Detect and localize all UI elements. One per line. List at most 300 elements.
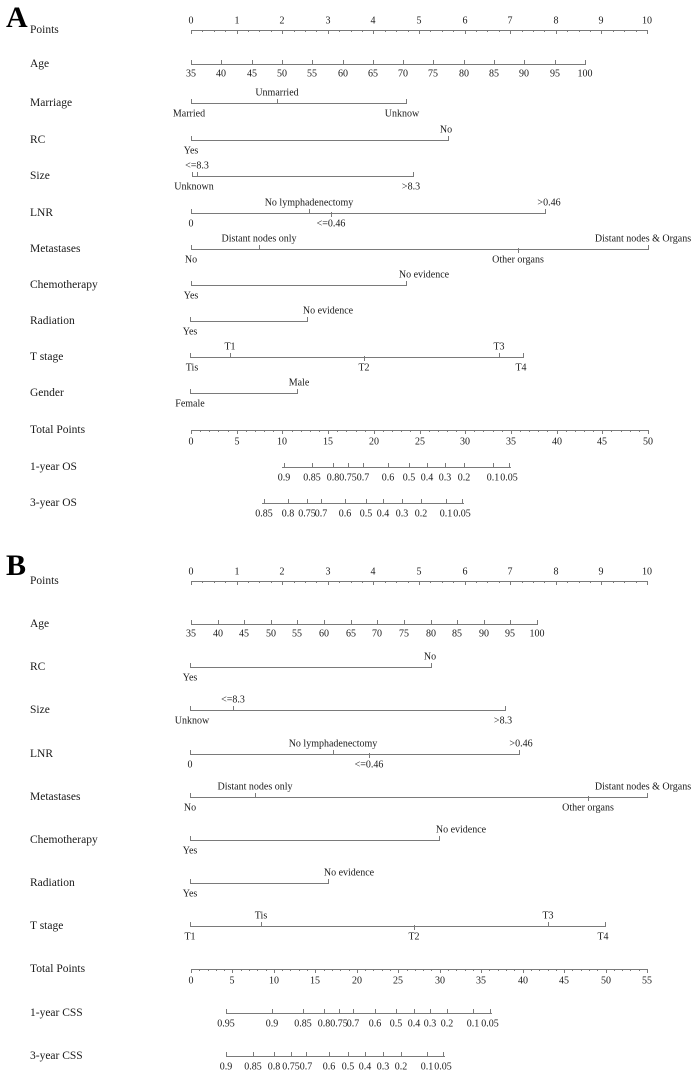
minor-tick-points	[305, 30, 306, 32]
minor-tick-total-points	[415, 969, 416, 971]
mark-label-1-year-os-0-8: 0.8	[326, 472, 340, 484]
mark-tick-1-year-os	[409, 463, 410, 467]
major-tick-total-points	[191, 969, 192, 973]
axis-endcap-left-lnr	[190, 750, 191, 754]
mark-label-3-year-os-0-85: 0.85	[255, 508, 273, 520]
minor-tick-total-points	[493, 430, 494, 432]
mark-tick-1-year-css	[324, 1009, 325, 1013]
mark-tick-3-year-css	[291, 1052, 292, 1056]
mark-tick-t-stage	[261, 922, 262, 927]
minor-tick-points	[533, 581, 534, 583]
minor-tick-total-points	[266, 969, 267, 971]
minor-tick-total-points	[349, 969, 350, 971]
major-tick-points	[328, 30, 329, 34]
axis-line-rc	[191, 140, 449, 141]
mark-label-metastases-other-organs: Other organs	[562, 802, 614, 814]
minor-tick-total-points	[621, 430, 622, 432]
major-tick-points	[282, 30, 283, 34]
minor-tick-points	[442, 30, 443, 32]
tick-label-points-4: 4	[370, 566, 376, 578]
mark-label-3-year-css-0-05: 0.05	[434, 1061, 452, 1073]
axis-endcap-right-t-stage	[523, 353, 524, 357]
mark-tick-1-year-css	[490, 1009, 491, 1013]
tick-label-total-points-20: 20	[369, 436, 379, 448]
mark-tick-1-year-os	[312, 463, 313, 467]
minor-tick-total-points	[216, 969, 217, 971]
mark-tick-3-year-os	[307, 499, 308, 503]
mark-label-lnr-0-46: >0.46	[537, 197, 561, 209]
minor-tick-total-points	[373, 969, 374, 971]
major-tick-age	[252, 60, 253, 64]
tick-label-total-points-35: 35	[476, 975, 486, 987]
tick-label-total-points-30: 30	[435, 975, 445, 987]
mark-label-1-year-os-0-1: 0.1	[486, 472, 500, 484]
mark-label-1-year-os-0-75: 0.75	[339, 472, 357, 484]
minor-tick-points	[385, 30, 386, 32]
axis-endcap-right-gender	[297, 389, 298, 393]
minor-tick-points	[259, 581, 260, 583]
major-tick-points	[465, 30, 466, 34]
axis-line-age	[191, 64, 586, 65]
tick-label-points-10: 10	[642, 566, 652, 578]
mark-label-3-year-css-0-7: 0.7	[299, 1061, 313, 1073]
mark-tick-1-year-css	[303, 1009, 304, 1013]
major-tick-total-points	[648, 430, 649, 434]
axis-endcap-right-lnr	[545, 209, 546, 213]
major-tick-points	[282, 581, 283, 585]
minor-tick-total-points	[199, 969, 200, 971]
tick-label-points-5: 5	[416, 566, 422, 578]
major-tick-total-points	[523, 969, 524, 973]
mark-tick-1-year-css	[473, 1009, 474, 1013]
major-tick-points	[510, 30, 511, 34]
axis-line-3-year-css	[226, 1056, 445, 1057]
minor-tick-total-points	[307, 969, 308, 971]
minor-tick-points	[579, 581, 580, 583]
mark-label-3-year-os-0-8: 0.8	[281, 508, 295, 520]
minor-tick-total-points	[390, 969, 391, 971]
minor-tick-points	[522, 581, 523, 583]
mark-label-chemotherapy-no-evidence: No evidence	[398, 269, 450, 281]
minor-tick-points	[351, 581, 352, 583]
minor-tick-total-points	[255, 430, 256, 432]
mark-tick-1-year-os	[333, 463, 334, 467]
tick-label-total-points-0: 0	[188, 975, 194, 987]
tick-label-total-points-25: 25	[415, 436, 425, 448]
tick-label-age-75: 75	[399, 628, 409, 640]
minor-tick-points	[579, 30, 580, 32]
minor-tick-points	[522, 30, 523, 32]
minor-tick-total-points	[639, 969, 640, 971]
row-label-gender: Gender	[30, 387, 64, 399]
mark-tick-1-year-os	[509, 463, 510, 467]
major-tick-age	[312, 60, 313, 64]
mark-tick-1-year-css	[353, 1009, 354, 1013]
mark-tick-metastases	[588, 796, 589, 801]
minor-tick-total-points	[489, 969, 490, 971]
axis-line-size	[190, 710, 506, 711]
major-tick-age	[464, 60, 465, 64]
mark-label-lnr-0-46: <=0.46	[316, 218, 346, 230]
major-tick-points	[373, 581, 374, 585]
axis-line-gender	[190, 393, 298, 394]
minor-tick-points	[624, 30, 625, 32]
tick-label-age-65: 65	[368, 68, 378, 80]
axis-endcap-left-t-stage	[190, 922, 191, 926]
minor-tick-total-points	[502, 430, 503, 432]
minor-tick-total-points	[581, 969, 582, 971]
major-tick-age	[343, 60, 344, 64]
axis-endcap-left-metastases	[191, 245, 192, 249]
minor-tick-points	[271, 581, 272, 583]
mark-label-1-year-css-0-2: 0.2	[440, 1018, 454, 1030]
major-tick-age	[537, 620, 538, 624]
minor-tick-total-points	[529, 430, 530, 432]
major-tick-points	[191, 30, 192, 34]
major-tick-age	[431, 620, 432, 624]
minor-tick-total-points	[498, 969, 499, 971]
mark-tick-1-year-css	[414, 1009, 415, 1013]
row-label-total-points: Total Points	[30, 424, 86, 436]
mark-label-radiation-yes: Yes	[182, 326, 198, 338]
minor-tick-total-points	[319, 430, 320, 432]
tick-label-age-85: 85	[452, 628, 462, 640]
tick-label-age-60: 60	[319, 628, 329, 640]
mark-tick-1-year-os	[493, 463, 494, 467]
major-tick-points	[328, 581, 329, 585]
axis-endcap-right-rc	[448, 136, 449, 140]
major-tick-total-points	[564, 969, 565, 973]
mark-tick-3-year-css	[253, 1052, 254, 1056]
mark-label-1-year-css-0-4: 0.4	[407, 1018, 421, 1030]
axis-line-age	[191, 624, 538, 625]
major-tick-age	[433, 60, 434, 64]
major-tick-age	[403, 60, 404, 64]
tick-label-points-0: 0	[188, 15, 194, 27]
minor-tick-total-points	[365, 430, 366, 432]
mark-label-t-stage-t1: T1	[224, 341, 236, 353]
axis-endcap-left-lnr	[191, 209, 192, 213]
mark-label-3-year-css-0-1: 0.1	[420, 1061, 434, 1073]
minor-tick-points	[430, 30, 431, 32]
major-tick-points	[647, 581, 648, 585]
minor-tick-points	[385, 581, 386, 583]
tick-label-total-points-20: 20	[352, 975, 362, 987]
minor-tick-total-points	[566, 430, 567, 432]
minor-tick-total-points	[622, 969, 623, 971]
mark-tick-1-year-css	[447, 1009, 448, 1013]
mark-label-3-year-os-0-2: 0.2	[414, 508, 428, 520]
major-tick-age	[555, 60, 556, 64]
mark-label-marriage-unmarried: Unmarried	[255, 87, 299, 99]
mark-tick-3-year-css	[306, 1052, 307, 1056]
mark-tick-3-year-css	[348, 1052, 349, 1056]
minor-tick-points	[636, 30, 637, 32]
minor-tick-points	[430, 581, 431, 583]
mark-tick-3-year-os	[345, 499, 346, 503]
mark-label-lnr-0: 0	[188, 218, 194, 230]
minor-tick-total-points	[538, 430, 539, 432]
mark-label-rc-yes: Yes	[182, 672, 198, 684]
tick-label-total-points-55: 55	[642, 975, 652, 987]
mark-label-radiation-no-evidence: No evidence	[323, 867, 375, 879]
tick-label-points-9: 9	[598, 15, 604, 27]
panel-letter-b: B	[6, 549, 27, 582]
mark-label-size-8-3: <=8.3	[221, 694, 245, 706]
mark-label-size-8-3: >8.3	[493, 715, 513, 727]
mark-tick-metastases	[259, 245, 260, 250]
mark-tick-lnr	[331, 212, 332, 217]
axis-endcap-right-marriage	[406, 99, 407, 103]
minor-tick-points	[339, 30, 340, 32]
mark-tick-marriage	[277, 99, 278, 104]
tick-label-age-45: 45	[247, 68, 257, 80]
mark-tick-1-year-css	[430, 1009, 431, 1013]
major-tick-total-points	[237, 430, 238, 434]
axis-endcap-left-rc	[190, 663, 191, 667]
mark-label-3-year-os-0-75: 0.75	[298, 508, 316, 520]
mark-tick-lnr	[369, 753, 370, 758]
minor-tick-total-points	[340, 969, 341, 971]
axis-line-total-points	[191, 969, 648, 970]
minor-tick-total-points	[290, 969, 291, 971]
mark-label-1-year-css-0-6: 0.6	[368, 1018, 382, 1030]
mark-tick-3-year-css	[365, 1052, 366, 1056]
major-tick-age	[324, 620, 325, 624]
minor-tick-points	[202, 581, 203, 583]
axis-endcap-left-size	[192, 172, 193, 176]
mark-label-1-year-os-0-2: 0.2	[457, 472, 471, 484]
minor-tick-total-points	[401, 430, 402, 432]
axis-endcap-right-metastases	[648, 245, 649, 249]
minor-tick-total-points	[224, 969, 225, 971]
tick-label-total-points-35: 35	[506, 436, 516, 448]
minor-tick-points	[248, 581, 249, 583]
tick-label-total-points-30: 30	[460, 436, 470, 448]
mark-tick-size	[233, 706, 234, 711]
row-label-age: Age	[30, 58, 50, 70]
tick-label-age-95: 95	[505, 628, 515, 640]
minor-tick-points	[487, 30, 488, 32]
major-tick-age	[351, 620, 352, 624]
major-tick-points	[601, 581, 602, 585]
minor-tick-points	[567, 581, 568, 583]
minor-tick-total-points	[346, 430, 347, 432]
minor-tick-points	[499, 581, 500, 583]
minor-tick-points	[396, 581, 397, 583]
major-tick-age	[373, 60, 374, 64]
major-tick-points	[191, 581, 192, 585]
axis-endcap-right-rc	[431, 663, 432, 667]
mark-label-t-stage-tis: Tis	[185, 362, 199, 374]
mark-label-lnr-0-46: <=0.46	[354, 759, 384, 771]
minor-tick-total-points	[423, 969, 424, 971]
minor-tick-total-points	[483, 430, 484, 432]
minor-tick-total-points	[548, 969, 549, 971]
minor-tick-total-points	[209, 430, 210, 432]
mark-label-3-year-os-0-3: 0.3	[395, 508, 409, 520]
row-label-marriage: Marriage	[30, 97, 73, 109]
minor-tick-total-points	[299, 969, 300, 971]
axis-endcap-right-chemotherapy	[406, 281, 407, 285]
axis-line-1-year-css	[226, 1013, 492, 1014]
major-tick-points	[237, 581, 238, 585]
minor-tick-points	[487, 581, 488, 583]
mark-label-1-year-css-0-75: 0.75	[330, 1018, 348, 1030]
tick-label-age-55: 55	[307, 68, 317, 80]
axis-line-chemotherapy	[191, 285, 407, 286]
minor-tick-total-points	[410, 430, 411, 432]
mark-label-3-year-os-0-7: 0.7	[314, 508, 328, 520]
mark-tick-3-year-os	[402, 499, 403, 503]
axis-line-rc	[190, 667, 432, 668]
mark-label-3-year-css-0-8: 0.8	[267, 1061, 281, 1073]
minor-tick-points	[362, 581, 363, 583]
minor-tick-total-points	[575, 430, 576, 432]
mark-label-rc-no: No	[439, 124, 453, 136]
major-tick-age	[271, 620, 272, 624]
mark-tick-lnr	[309, 209, 310, 214]
mark-label-rc-no: No	[423, 651, 437, 663]
minor-tick-points	[316, 581, 317, 583]
mark-label-t-stage-t4: T4	[597, 931, 609, 943]
mark-label-size-unknown: Unknown	[174, 181, 214, 193]
mark-label-t-stage-t3: T3	[493, 341, 505, 353]
major-tick-age	[484, 620, 485, 624]
mark-label-metastases-no: No	[183, 802, 197, 814]
mark-label-1-year-css-0-5: 0.5	[389, 1018, 403, 1030]
tick-label-points-9: 9	[598, 566, 604, 578]
minor-tick-total-points	[547, 430, 548, 432]
minor-tick-total-points	[556, 969, 557, 971]
mark-label-size-8-3: >8.3	[401, 181, 421, 193]
minor-tick-total-points	[431, 969, 432, 971]
mark-tick-3-year-css	[274, 1052, 275, 1056]
minor-tick-total-points	[520, 430, 521, 432]
tick-label-total-points-40: 40	[518, 975, 528, 987]
axis-endcap-left-chemotherapy	[191, 281, 192, 285]
minor-tick-points	[202, 30, 203, 32]
minor-tick-total-points	[456, 430, 457, 432]
major-tick-age	[221, 60, 222, 64]
major-tick-age	[218, 620, 219, 624]
tick-label-age-50: 50	[266, 628, 276, 640]
major-tick-points	[601, 30, 602, 34]
major-tick-total-points	[420, 430, 421, 434]
tick-label-age-60: 60	[338, 68, 348, 80]
minor-tick-points	[590, 581, 591, 583]
major-tick-total-points	[398, 969, 399, 973]
minor-tick-total-points	[639, 430, 640, 432]
mark-tick-t-stage	[548, 922, 549, 927]
minor-tick-total-points	[447, 430, 448, 432]
mark-label-t-stage-t1: T1	[184, 931, 196, 943]
row-label-3-year-os: 3-year OS	[30, 497, 77, 509]
mark-tick-3-year-os	[421, 499, 422, 503]
row-label-metastases: Metastases	[30, 243, 81, 255]
tick-label-total-points-50: 50	[601, 975, 611, 987]
mark-tick-3-year-css	[427, 1052, 428, 1056]
axis-endcap-left-t-stage	[190, 353, 191, 357]
minor-tick-points	[408, 581, 409, 583]
minor-tick-total-points	[392, 430, 393, 432]
tick-label-age-40: 40	[216, 68, 226, 80]
mark-label-1-year-css-0-7: 0.7	[346, 1018, 360, 1030]
minor-tick-points	[453, 581, 454, 583]
mark-label-3-year-os-0-4: 0.4	[376, 508, 390, 520]
mark-label-1-year-css-0-05: 0.05	[481, 1018, 499, 1030]
mark-label-3-year-css-0-5: 0.5	[341, 1061, 355, 1073]
axis-line-radiation	[190, 883, 329, 884]
minor-tick-total-points	[200, 430, 201, 432]
tick-label-points-4: 4	[370, 15, 376, 27]
mark-tick-1-year-os	[284, 463, 285, 467]
tick-label-total-points-5: 5	[229, 975, 235, 987]
major-tick-total-points	[274, 969, 275, 973]
axis-endcap-right-lnr	[519, 750, 520, 754]
mark-label-metastases-no: No	[184, 254, 198, 266]
minor-tick-points	[613, 581, 614, 583]
minor-tick-total-points	[611, 430, 612, 432]
row-label-t-stage: T stage	[30, 920, 64, 932]
mark-label-3-year-os-0-05: 0.05	[453, 508, 471, 520]
minor-tick-points	[476, 581, 477, 583]
mark-label-1-year-os-0-5: 0.5	[402, 472, 416, 484]
minor-tick-points	[636, 581, 637, 583]
mark-label-1-year-os-0-6: 0.6	[381, 472, 395, 484]
tick-label-total-points-50: 50	[643, 436, 653, 448]
minor-tick-points	[316, 30, 317, 32]
major-tick-total-points	[191, 430, 192, 434]
mark-label-t-stage-t2: T2	[358, 362, 370, 374]
minor-tick-points	[225, 581, 226, 583]
mark-label-1-year-css-0-3: 0.3	[423, 1018, 437, 1030]
mark-tick-3-year-css	[443, 1052, 444, 1056]
major-tick-points	[556, 581, 557, 585]
axis-endcap-right-size	[505, 706, 506, 710]
minor-tick-points	[271, 30, 272, 32]
minor-tick-total-points	[337, 430, 338, 432]
minor-tick-total-points	[241, 969, 242, 971]
tick-label-age-70: 70	[398, 68, 408, 80]
tick-label-total-points-15: 15	[323, 436, 333, 448]
axis-endcap-left-radiation	[190, 317, 191, 321]
major-tick-age	[494, 60, 495, 64]
axis-line-t-stage	[190, 926, 606, 927]
mark-label-rc-yes: Yes	[183, 145, 199, 157]
major-tick-points	[465, 581, 466, 585]
mark-tick-1-year-os	[363, 463, 364, 467]
minor-tick-total-points	[257, 969, 258, 971]
minor-tick-points	[294, 30, 295, 32]
major-tick-total-points	[557, 430, 558, 434]
row-label-size: Size	[30, 704, 50, 716]
tick-label-points-3: 3	[325, 15, 331, 27]
mark-label-t-stage-t4: T4	[515, 362, 527, 374]
tick-label-points-8: 8	[553, 566, 559, 578]
tick-label-points-0: 0	[188, 566, 194, 578]
mark-label-3-year-css-0-3: 0.3	[376, 1061, 390, 1073]
minor-tick-total-points	[593, 430, 594, 432]
major-tick-points	[419, 30, 420, 34]
mark-label-3-year-os-0-6: 0.6	[338, 508, 352, 520]
major-tick-age	[244, 620, 245, 624]
major-tick-age	[585, 60, 586, 64]
axis-endcap-left-metastases	[190, 793, 191, 797]
minor-tick-total-points	[584, 430, 585, 432]
tick-label-age-65: 65	[346, 628, 356, 640]
mark-label-3-year-os-0-5: 0.5	[359, 508, 373, 520]
